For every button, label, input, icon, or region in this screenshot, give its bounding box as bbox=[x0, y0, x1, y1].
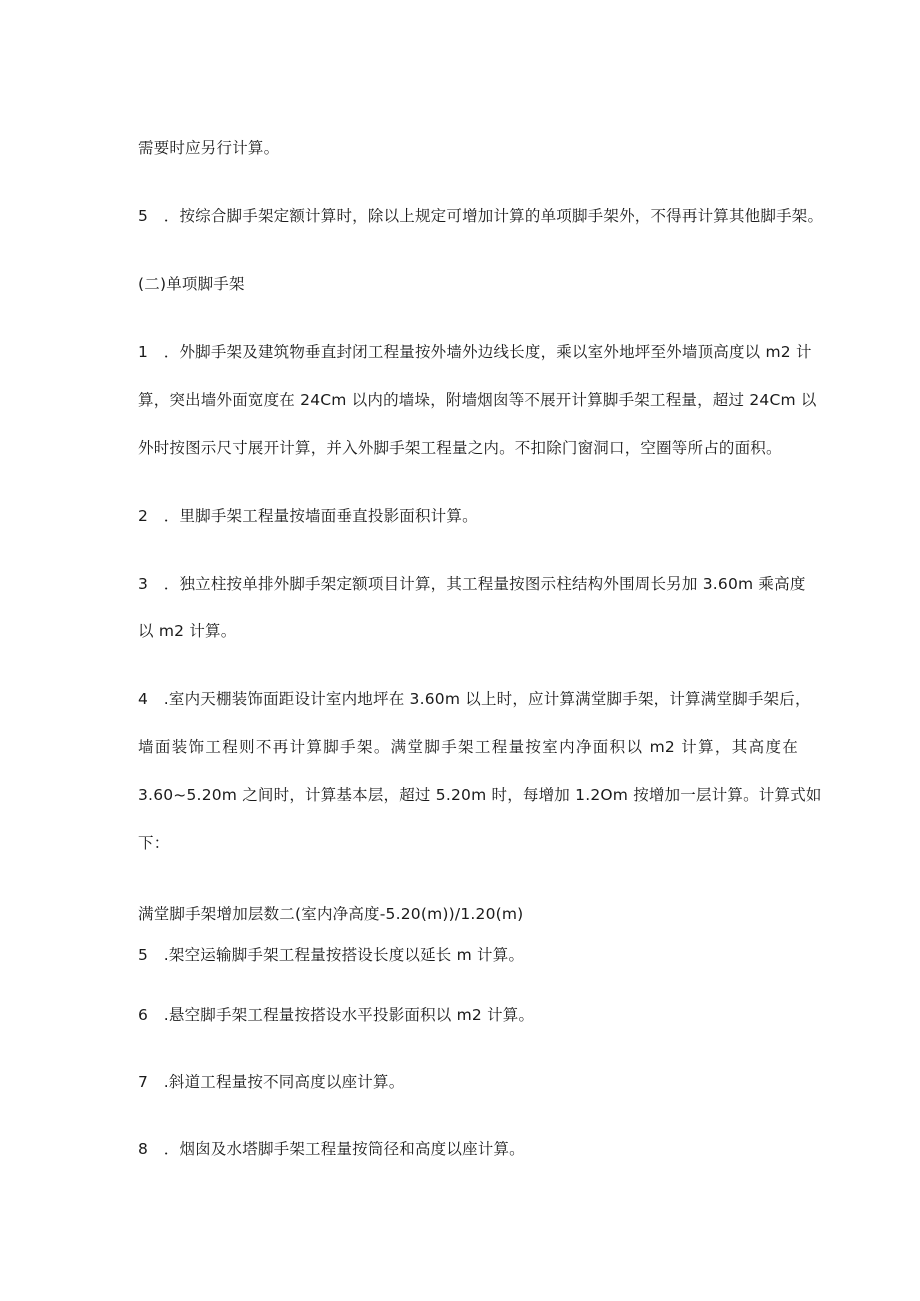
paragraph-line: 算，突出墙外面宽度在 24Cm 以内的墙垛，附墙烟囱等不展开计算脚手架工程量，超过 24Cm 以 bbox=[138, 391, 817, 409]
section-heading: (二)单项脚手架 bbox=[138, 275, 245, 293]
paragraph-line: 6 .悬空脚手架工程量按搭设水平投影面积以 m2 计算。 bbox=[138, 1006, 535, 1024]
paragraph-line: 以 m2 计算。 bbox=[138, 622, 237, 640]
paragraph-line: 5 .架空运输脚手架工程量按搭设长度以延长 m 计算。 bbox=[138, 946, 525, 964]
paragraph-line: 需要时应另行计算。 bbox=[138, 139, 280, 157]
paragraph-line: 外时按图示尺寸展开计算，并入外脚手架工程量之内。不扣除门窗洞口，空圈等所占的面积。 bbox=[138, 439, 782, 457]
paragraph-line: 下： bbox=[138, 834, 170, 852]
paragraph-line: 3 ．独立柱按单排外脚手架定额项目计算，其工程量按图示柱结构外围周长另加 3.60m 乘高度 bbox=[138, 575, 806, 593]
paragraph-line: 3.60~5.20m 之间时，计算基本层，超过 5.20m 时，每增加 1.2Om 按增加一层计算。计算式如 bbox=[138, 786, 822, 804]
formula-line: 满堂脚手架增加层数二(室内净高度-5.20(m))/1.20(m) bbox=[138, 905, 524, 923]
paragraph-line: 8 ．烟囱及水塔脚手架工程量按筒径和高度以座计算。 bbox=[138, 1140, 525, 1158]
paragraph-line: 2 ．里脚手架工程量按墙面垂直投影面积计算。 bbox=[138, 507, 478, 525]
paragraph-line: 墙面装饰工程则不再计算脚手架。满堂脚手架工程量按室内净面积以 m2 计算，其高度在 bbox=[138, 738, 798, 756]
paragraph-line: 4 .室内天棚装饰面距设计室内地坪在 3.60m 以上时，应计算满堂脚手架，计算满堂脚手架后， bbox=[138, 690, 811, 708]
paragraph-line: 7 .斜道工程量按不同高度以座计算。 bbox=[138, 1073, 405, 1091]
paragraph-line: 1 ．外脚手架及建筑物垂直封闭工程量按外墙外边线长度，乘以室外地坪至外墙顶高度以 m2 计 bbox=[138, 343, 812, 361]
paragraph-line: 5 ．按综合脚手架定额计算时，除以上规定可增加计算的单项脚手架外，不得再计算其他脚手架。 bbox=[138, 207, 824, 225]
